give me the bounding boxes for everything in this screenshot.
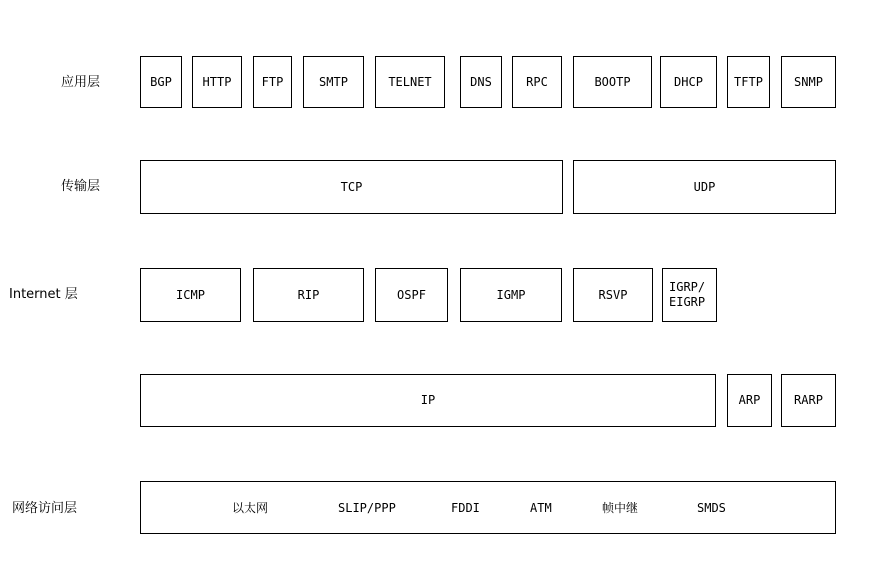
net-item-fddi: FDDI xyxy=(451,501,480,515)
net-item-smds: SMDS xyxy=(697,501,726,515)
protocol-box-igrp-eigrp xyxy=(662,268,717,322)
protocol-box-ip: IP xyxy=(140,374,716,427)
protocol-box-rpc: RPC xyxy=(512,56,562,108)
protocol-box-snmp: SNMP xyxy=(781,56,836,108)
protocol-box-telnet: TELNET xyxy=(375,56,445,108)
protocol-box-rip: RIP xyxy=(253,268,364,322)
protocol-box-tftp: TFTP xyxy=(727,56,770,108)
protocol-box-tcp: TCP xyxy=(140,160,563,214)
protocol-box-ftp: FTP xyxy=(253,56,292,108)
protocol-box-arp: ARP xyxy=(727,374,772,427)
layer-label-internet: Internet 层 xyxy=(9,287,78,302)
protocol-box-ospf: OSPF xyxy=(375,268,448,322)
protocol-box-http: HTTP xyxy=(192,56,242,108)
protocol-box-udp: UDP xyxy=(573,160,836,214)
protocol-box-igmp: IGMP xyxy=(460,268,562,322)
layer-label-network-access: 网络访问层 xyxy=(12,501,78,516)
protocol-box-dns: DNS xyxy=(460,56,502,108)
net-item-slip-ppp: SLIP/PPP xyxy=(338,501,396,515)
protocol-box-bootp: BOOTP xyxy=(573,56,652,108)
eigrp-label: EIGRP xyxy=(669,295,706,309)
net-item-frame-relay: 帧中继 xyxy=(602,501,639,515)
protocol-box-icmp: ICMP xyxy=(140,268,241,322)
net-item-ethernet: 以太网 xyxy=(232,501,269,515)
protocol-box-bgp: BGP xyxy=(140,56,182,108)
protocol-box-rsvp: RSVP xyxy=(573,268,653,322)
layer-label-application: 应用层 xyxy=(61,75,101,90)
net-item-atm: ATM xyxy=(530,501,552,515)
protocol-box-smtp: SMTP xyxy=(303,56,364,108)
network-access-box xyxy=(140,481,836,534)
igrp-label: IGRP/ xyxy=(669,280,706,294)
protocol-box-dhcp: DHCP xyxy=(660,56,717,108)
layer-label-transport: 传输层 xyxy=(61,179,101,194)
protocol-box-rarp: RARP xyxy=(781,374,836,427)
